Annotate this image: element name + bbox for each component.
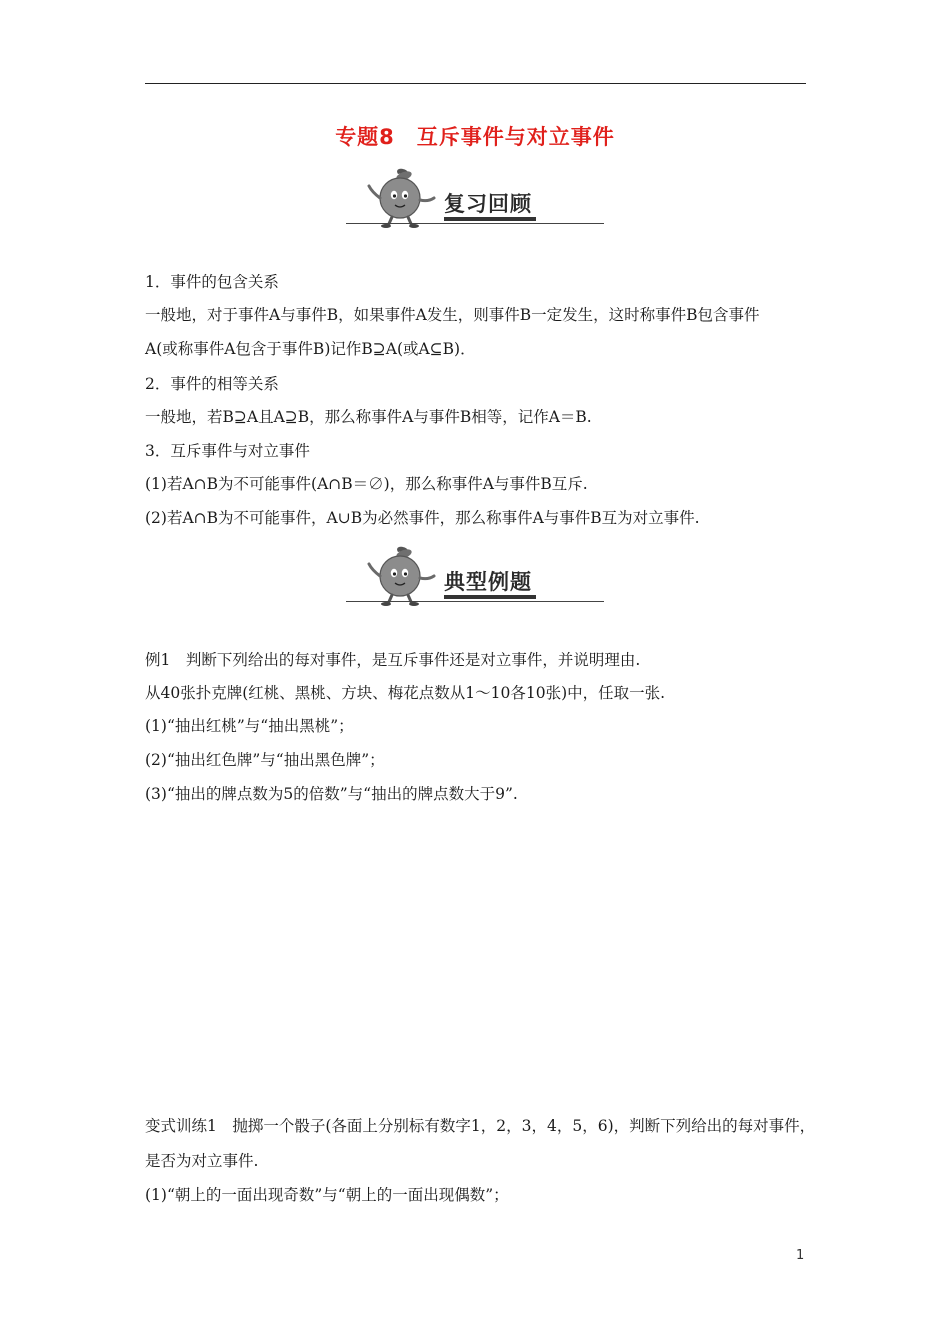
example-line: (1)“抽出红桃”与“抽出黑桃”； xyxy=(145,717,354,735)
apple-mascot-icon xyxy=(364,546,436,606)
exercise-line: 变式训练1 抛掷一个骰子(各面上分别标有数字1，2，3，4，5，6)，判断下列给出的每对事件， xyxy=(145,1117,816,1135)
review-heading-underline xyxy=(444,217,536,221)
examples-banner-rule xyxy=(346,601,604,602)
review-line: 1．事件的包含关系 xyxy=(145,273,279,291)
review-banner-rule xyxy=(346,223,604,224)
example-line: (2)“抽出红色牌”与“抽出黑色牌”； xyxy=(145,751,385,769)
examples-heading: 典型例题 xyxy=(444,570,532,594)
examples-section-banner xyxy=(346,546,604,608)
review-line: (2)若A∩B为不可能事件，A∪B为必然事件，那么称事件A与事件B互为对立事件. xyxy=(145,509,700,527)
review-line: 3．互斥事件与对立事件 xyxy=(145,442,310,460)
review-line: A(或称事件A包含于事件B)记作B⊇A(或A⊆B)． xyxy=(145,340,476,358)
review-section-banner xyxy=(346,168,604,230)
review-line: 2．事件的相等关系 xyxy=(145,375,279,393)
exercise-line: (1)“朝上的一面出现奇数”与“朝上的一面出现偶数”； xyxy=(145,1186,509,1204)
exercise-line: 是否为对立事件. xyxy=(145,1152,259,1170)
review-line: 一般地，对于事件A与事件B，如果事件A发生，则事件B一定发生，这时称事件B包含事件 xyxy=(145,306,760,324)
page-title: 专题8 互斥事件与对立事件 xyxy=(335,125,615,149)
apple-mascot-icon xyxy=(364,168,436,228)
example-line: 例1 判断下列给出的每对事件，是互斥事件还是对立事件，并说明理由. xyxy=(145,651,641,669)
header-rule xyxy=(145,83,806,84)
review-line: (1)若A∩B为不可能事件(A∩B＝∅)，那么称事件A与事件B互斥. xyxy=(145,475,588,493)
example-line: (3)“抽出的牌点数为5的倍数”与“抽出的牌点数大于9”. xyxy=(145,785,518,803)
example-line: 从40张扑克牌(红桃、黑桃、方块、梅花点数从1～10各10张)中，任取一张. xyxy=(145,684,666,702)
page-number: 1 xyxy=(796,1248,805,1263)
review-heading: 复习回顾 xyxy=(444,192,532,216)
examples-heading-underline xyxy=(444,595,536,599)
review-line: 一般地，若B⊇A且A⊇B，那么称事件A与事件B相等，记作A＝B. xyxy=(145,408,592,426)
